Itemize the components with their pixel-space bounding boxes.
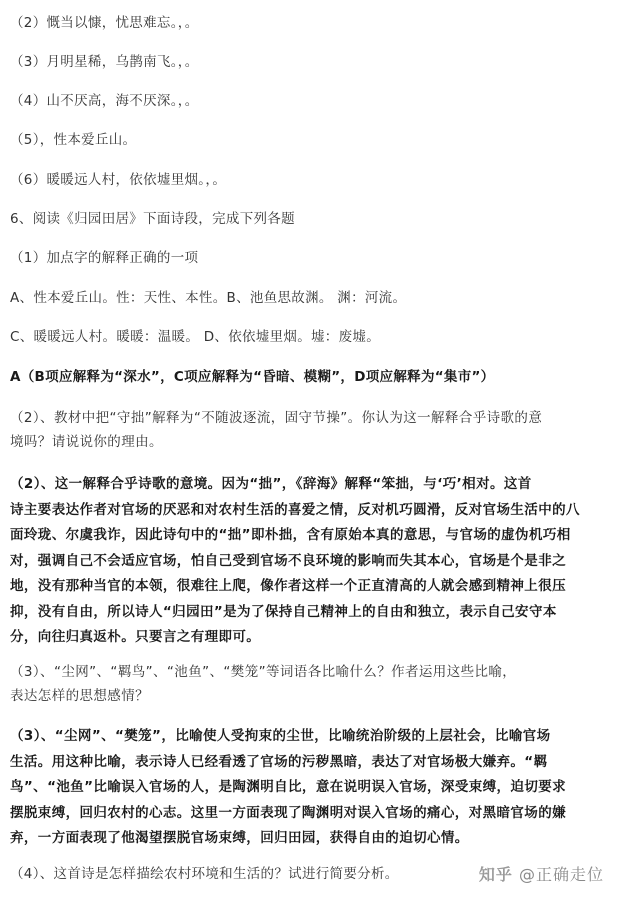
text-line: 地，没有那种当官的本领，很难往上爬，像作者这样一个正直清高的人就会感到精神上很压 [10, 578, 566, 594]
poem-line-q6: （6）暖暖远人村，依依墟里烟。，。 [10, 172, 227, 188]
answer-2 [10, 472, 606, 651]
text-line: 对，强调自己不会适应官场，怕自己受到官场不良环境的影响而失其本心，官场是个是非之 [10, 552, 566, 569]
options-a-b: A、性本爱丘山。性：天性、本性。B、池鱼思故渊。 渊：河流。 [10, 290, 407, 306]
answer-1: A（B项应解释为“深水”，C项应解释为“昏暗、模糊”，D项应解释为“集市”） [10, 369, 495, 385]
text-line: 诗主要表达作者对官场的厌恶和对农村生活的喜爱之情，反对机巧圆滑，反对官场生活中的八 [10, 501, 580, 518]
text-line: （3）、“尘网”、“羁鸟”、“池鱼”、“樊笼”等词语各比喻什么？作者运用这些比喻， [10, 664, 517, 680]
text-line: 弃，一方面表现了他渴望摆脱官场束缚，回归田园，获得自由的迫切心情。 [10, 830, 469, 846]
question-4: （4）、这首诗是怎样描绘农村环境和生活的？试进行简要分析。 [10, 866, 399, 882]
text-line: （2）、教材中把“守拙”解释为“不随波逐流，固守节操”。你认为这一解释合乎诗歌的意 [10, 410, 543, 426]
text-line: 抑，没有自由，所以诗人“归园田”是为了保持自己精神上的自由和独立，表示自己安守本 [10, 603, 557, 620]
poem-line-q2: （2）慨当以慷，忧思难忘。，。 [10, 15, 199, 31]
text-line: 摆脱束缚，回归农村的心志。这里一方面表现了陶渊明对误入官场的痛心，对黑暗官场的嫌 [10, 804, 566, 821]
question-1: （1）加点字的解释正确的一项 [10, 250, 199, 266]
question-3 [10, 660, 606, 708]
poem-line-q5: （5），性本爱丘山。 [10, 132, 137, 148]
text-line: （3）、“尘网”、“樊笼”，比喻使人受拘束的尘世，比喻统治阶级的上层社会，比喻官场 [10, 728, 551, 744]
poem-line-q4: （4）山不厌高，海不厌深。，。 [10, 93, 199, 109]
text-line: 生活。用这种比喻，表示诗人已经看透了官场的污秽黑暗，表达了对官场极大嫌弃。“羁 [10, 753, 548, 770]
text-line: 表达怎样的思想感情？ [10, 688, 149, 704]
answer-3 [10, 724, 606, 852]
watermark [479, 862, 604, 885]
watermark-platform: 知乎 [478, 865, 513, 884]
section-heading: 6、阅读《归园田居》下面诗段，完成下列各题 [10, 211, 295, 227]
text-line: 鸟”、“池鱼”比喻误入官场的人，是陶渊明自比，意在说明误入官场，深受束缚，迫切要求 [10, 779, 567, 795]
question-2 [10, 406, 606, 454]
options-c-d: C、暖暖远人村。暖暖：温暖。 D、依依墟里烟。墟：废墟。 [10, 329, 381, 345]
text-line: （2）、这一解释合乎诗歌的意境。因为“拙”，《辞海》解释“笨拙，与‘巧’相对。这首 [10, 476, 532, 492]
watermark-author: @正确走位 [518, 865, 604, 884]
poem-line-q3: （3）月明星稀，乌鹊南飞。，。 [10, 54, 199, 70]
text-line: 境吗？请说说你的理由。 [10, 434, 163, 450]
text-line: 分，向往归真返朴。只要言之有理即可。 [10, 629, 261, 645]
text-line: 面玲珑、尔虞我诈，因此诗句中的“拙”即朴拙，含有原始本真的意思，与官场的虚伪机巧相 [10, 527, 571, 543]
